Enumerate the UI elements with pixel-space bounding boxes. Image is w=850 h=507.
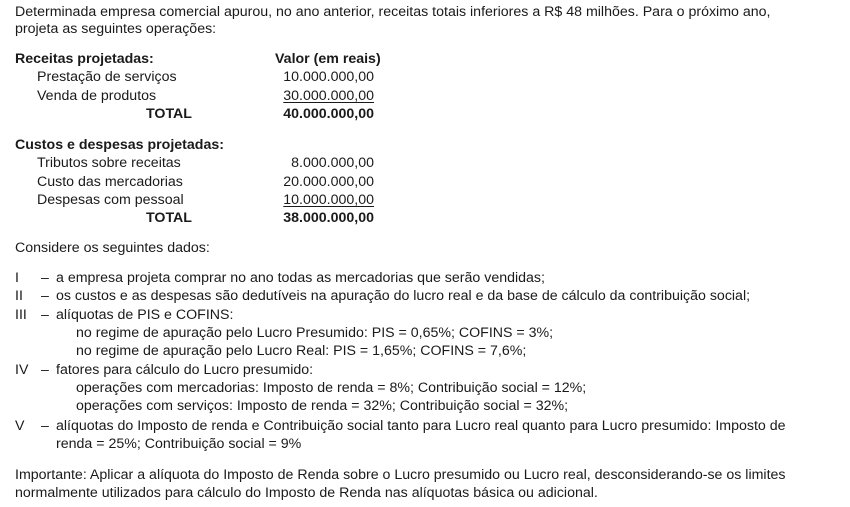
item-i-text: a empresa projeta comprar no ano todas as mercadorias que serão vendidas; [56, 270, 545, 286]
custo-value-pessoal: 10.000.000,00 [283, 192, 374, 208]
custo-value-mercadorias: 20.000.000,00 [283, 174, 374, 190]
receitas-header: Receitas projetadas: [15, 51, 154, 67]
intro-line-2: projeta as seguintes operações: [15, 21, 217, 37]
item-iii-text: alíquotas de PIS e COFINS: [56, 307, 234, 323]
importante-line-2: normalmente utilizados para cálculo do Imposto de Renda nas alíquotas básica ou adicional. [15, 485, 598, 501]
item-i-numeral: I [15, 270, 19, 286]
custo-value-tributos: 8.000.000,00 [291, 155, 374, 171]
item-ii-text: os custos e as despesas são dedutíveis na apuração do lucro real e da base de cálculo da contribuição social; [56, 288, 751, 304]
item-v-text-1: alíquotas do Imposto de renda e Contribuição social tanto para Lucro real quanto para Lucro presumido: Imposto de [56, 418, 786, 434]
custos-total-label: TOTAL [146, 210, 192, 226]
item-iv-text: fatores para cálculo do Lucro presumido: [56, 362, 314, 378]
importante-line-1: Importante: Aplicar a alíquota do Imposto de Renda sobre o Lucro presumido ou Lucro real, desconsiderando-se os limites [15, 467, 786, 483]
item-iii-sub-2: no regime de apuração pelo Lucro Real: PIS = 1,65%; COFINS = 7,6%; [76, 343, 527, 359]
receita-label-servicos: Prestação de serviços [37, 69, 177, 85]
item-iv-sub-1: operações com mercadorias: Imposto de renda = 8%; Contribuição social = 12%; [76, 380, 587, 396]
custo-label-tributos: Tributos sobre receitas [37, 155, 181, 171]
item-iv-numeral: IV [15, 362, 29, 378]
item-iv-sub-2: operações com serviços: Imposto de renda = 32%; Contribuição social = 32%; [76, 398, 569, 414]
receitas-total-value: 40.000.000,00 [283, 106, 374, 122]
item-v-text-2: renda = 25%; Contribuição social = 9% [56, 436, 302, 452]
custo-label-mercadorias: Custo das mercadorias [37, 174, 183, 190]
receita-value-produtos: 30.000.000,00 [283, 88, 374, 104]
item-v-dash: – [41, 418, 49, 434]
item-i-dash: – [41, 270, 49, 286]
receitas-total-label: TOTAL [146, 106, 192, 122]
intro-line-1: Determinada empresa comercial apurou, no ano anterior, receitas totais inferiores a R$ 48 milhões. Para o próximo ano, [15, 4, 771, 20]
item-iv-dash: – [41, 362, 49, 378]
value-header: Valor (em reais) [275, 51, 381, 67]
custos-header: Custos e despesas projetadas: [15, 137, 224, 153]
receita-label-produtos: Venda de produtos [37, 88, 157, 104]
item-ii-numeral: II [15, 288, 23, 304]
item-ii-dash: – [41, 288, 49, 304]
receita-value-servicos: 10.000.000,00 [283, 69, 374, 85]
item-iii-sub-1: no regime de apuração pelo Lucro Presumido: PIS = 0,65%; COFINS = 3%; [76, 325, 554, 341]
item-iii-numeral: III [15, 307, 27, 323]
item-iii-dash: – [41, 307, 49, 323]
item-v-numeral: V [15, 418, 25, 434]
custos-total-value: 38.000.000,00 [283, 210, 374, 226]
considere-text: Considere os seguintes dados: [15, 240, 210, 256]
custo-label-pessoal: Despesas com pessoal [37, 192, 184, 208]
